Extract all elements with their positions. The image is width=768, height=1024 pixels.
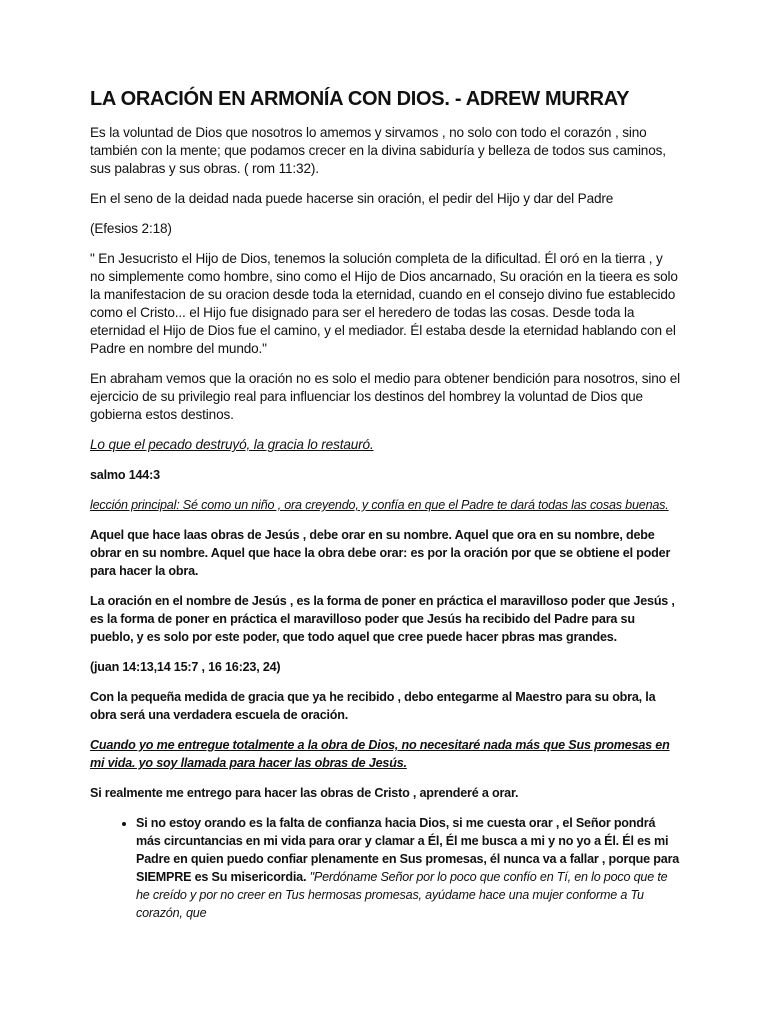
paragraph-reference-juan: (juan 14:13,14 15:7 , 16 16:23, 24) [90,660,281,674]
paragraph-gracia [90,436,680,454]
paragraph-abraham: En abraham vemos que la oración no es solo el medio para obtener bendición para nosotros, sino el ejercicio de su privilegio real para influenciar los destinos del hombrey la voluntad de Dios que gobierna estos destinos. [90,371,680,422]
entrega-emphasis: Cuando yo me entregue totalmente a la obra de Dios, no necesitaré nada más que Sus promesas en mi vida. yo soy llamada para hacer las obras de Jesús. [90,738,670,770]
gracia-emphasis: Lo que el pecado destruyó, la gracia lo restauró. [90,437,374,452]
page-title: LA ORACIÓN EN ARMONÍA CON DIOS. - ADREW MURRAY [90,88,630,110]
paragraph-deidad: En el seno de la deidad nada puede hacerse sin oración, el pedir del Hijo y dar del Padre [90,191,614,206]
bullet-list [90,814,680,922]
paragraph-intro: Es la voluntad de Dios que nosotros lo amemos y sirvamos , no solo con todo el corazón , sino también con la mente; que podamos crecer en la divina sabiduría y belleza de todos sus caminos, sus palabras y sus obras. ( rom 11:32). [90,125,666,176]
paragraph-nombre-jesus: La oración en el nombre de Jesús , es la forma de poner en práctica el maravilloso poder que Jesús , es la forma de poner en práctica el maravilloso poder que Jesús ha recibido del Padre para su pueblo, y es solo por este poder, que todo aquel que cree puede hacer pbras mas grandes. [90,594,675,644]
list-item [136,814,680,922]
paragraph-quote-jesucristo: " En Jesucristo el Hijo de Dios, tenemos la solución completa de la dificultad. Él oró en la tierra , y no simplemente como hombre, sino como el Hijo de Dios ancarnado, Su oración en la tieera es solo la manifestacion de su oracion desde toda la eternidad, cuando en el consejo divino fue establecido como el Cristo... el Hijo fue disignado para ser el heredero de todas las cosas. Desde toda la eternidad el Hijo de Dios fue el camino, y el mediador. Él estaba desde la eternidad hablando con el Padre en nombre del mundo." [90,251,678,356]
paragraph-reference-efesios: (Efesios 2:18) [90,221,172,236]
leccion-principal: lección principal: Sé como un niño , ora creyendo, y confía en que el Padre te dará todas las cosas buenas. [90,498,669,512]
paragraph-entrega [90,736,680,772]
paragraph-aprender-orar: Si realmente me entrego para hacer las obras de Cristo , aprenderé a orar. [90,786,519,800]
paragraph-leccion [90,496,680,514]
bullet-text: Si no estoy orando es la falta de confianza hacia Dios, si me cuesta orar , el Señor pondrá más circuntancias en mi vida para orar y clamar a Él, Él me busca a mi y no yo a Él. Él es mi Padre en quien puedo confiar plenamente en Sus promesas, él nunca va a fallar , porque para SIEMPRE es Su misericordia. [136,816,680,884]
salmo-reference: salmo 144:3 [90,468,160,482]
paragraph-salmo [90,466,680,484]
paragraph-gracia-medida: Con la pequeña medida de gracia que ya he recibido , debo entegarme al Maestro para su obra, la obra será una verdadera escuela de oración. [90,690,656,722]
bullet-prayer-italic: "Perdóname Señor por lo poco que confío en Tí, en lo poco que te he creído y por no creer en Tus hermosas promesas, ayúdame hace una mujer conforme a Tu corazón, que [136,870,668,920]
paragraph-obras: Aquel que hace laas obras de Jesús , debe orar en su nombre. Aquel que ora en su nombre, debe obrar en su nombre. Aquel que hace la obra debe orar: es por la oración por que se obtiene el poder para hacer la obra. [90,528,671,578]
